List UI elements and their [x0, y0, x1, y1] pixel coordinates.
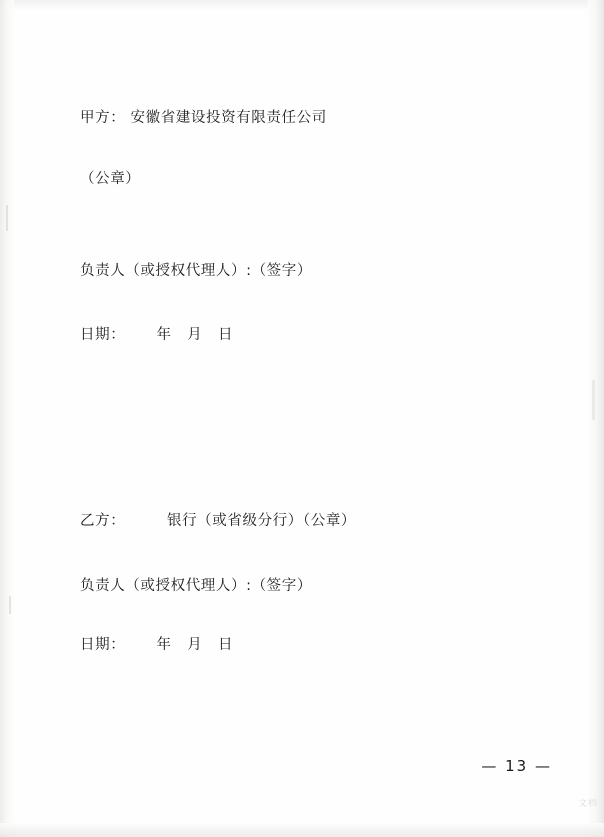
party-a-date-label: 日期： 年 月 日	[80, 327, 234, 343]
party-a-seal-label: （公章）	[80, 171, 141, 187]
party-b-line: 乙方： 银行（或省级分行）（公章）	[80, 513, 357, 529]
party-b-representative-signature-label: 负责人（或授权代理人）:（签字）	[80, 578, 312, 594]
party-b-date-label: 日期： 年 月 日	[80, 637, 234, 653]
scan-watermark: 文档	[577, 798, 599, 810]
party-a-representative-signature-label: 负责人（或授权代理人）:（签字）	[80, 263, 312, 279]
page-number: — 13 —	[481, 757, 552, 775]
party-a-line: 甲方： 安徽省建设投资有限责任公司	[80, 110, 327, 126]
